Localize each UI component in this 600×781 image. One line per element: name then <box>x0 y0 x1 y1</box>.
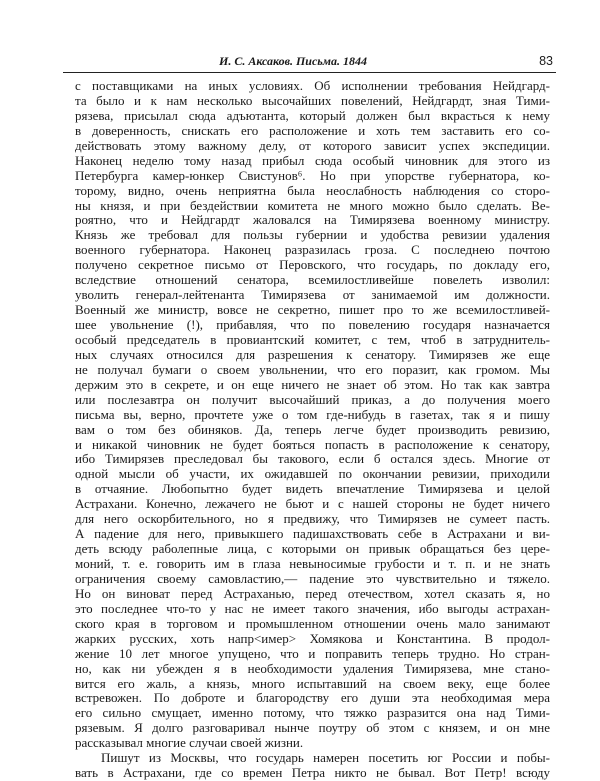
text-line: держим это в секрете, и он еще ничего не знает об этом. Но так как завтра <box>75 376 550 392</box>
text-line: в доверенность, снискать его расположение и хоть тем заставить его со- <box>75 122 550 138</box>
text-line: Наконец неделю тому назад прибыл сюда особый чиновник для этого из <box>75 152 550 168</box>
text-line: с поставщиками на иных условиях. Об исполнении требования Нейдгард- <box>75 78 550 93</box>
text-line: рязевым. Я долго разговаривал нынче поутру об этом с князем, и он мне <box>75 720 550 736</box>
text-line: Военный же министр, вовсе не секретно, пишет про то же всемилостливей- <box>75 302 550 318</box>
text-line: деть всюду раболепные лица, с которыми он привык обращаться без цере- <box>75 541 550 557</box>
text-line: А падение для него, привыкшего падишахствовать себе в Астрахани и ви- <box>75 526 550 542</box>
text-line: военного губернатора. Наконец разразилась гроза. С последнею почтою <box>75 242 550 258</box>
text-line: Астрахани. Конечно, лежачего не бьют и с нашей стороны не будет ничего <box>75 496 550 512</box>
text-line: ны князя, и при бездействии комитета не много можно было сделать. Ве- <box>75 197 550 213</box>
header-rule <box>63 72 556 73</box>
page-number: 83 <box>539 54 553 68</box>
text-line: рассказывал многие случаи своей жизни. <box>75 735 304 751</box>
text-line: Петербурга камер-юнкер Свистунов⁶. Но при упорстве губернатора, ко- <box>75 167 550 183</box>
text-line: уволить генерал-лейтенанта Тимирязева от занимаемой им должности. <box>75 287 550 303</box>
text-line: в отчаяние. Любопытно будет видеть впечатление Тимирязева и целой <box>75 481 550 497</box>
text-line: вится его жаль, а князь, много испытавший на своем веку, еще более <box>75 675 550 691</box>
text-line: но, как ни убежден я в необходимости удаления Тимирязева, мне стано- <box>75 660 550 676</box>
letter-text <box>75 79 550 781</box>
text-line: письма вы, верно, прочтете уже о том где-нибудь в газетах, так я и пишу <box>75 406 550 422</box>
text-line: торому, видно, очень неприятна была неослабность наблюдения со сторо- <box>75 182 550 198</box>
text-line: жение 10 лет многое упущено, что и поправить теперь трудно. Но стран- <box>75 645 550 661</box>
text-line: действовать этому важному делу, от которого зависит успех экспедиции. <box>75 137 550 153</box>
text-line: вам о том без обиняков. Да, теперь легче будет производить ревизию, <box>75 421 550 437</box>
text-line: Но он виноват перед Астраханью, перед отечеством, хотел сказать я, но <box>75 585 550 601</box>
text-line: ных случаях относился для разрешения к сенатору. Тимирязев же еще <box>75 346 550 362</box>
text-line: вследствие отношений сенатора, всемилостливейше повелеть изволил: <box>75 272 550 288</box>
text-line: его сильно смущает, именно потому, что тяжко разразится она над Тими- <box>75 705 550 721</box>
text-line: это последнее что-то у нас не имеет такого значения, ибо выгоды астрахан- <box>75 600 550 616</box>
text-line: не получал бумаги о своем увольнении, что его поразит, как громом. Мы <box>75 361 550 377</box>
text-line: Князь же требовал для пользы губернии и удобства ревизии удаления <box>75 227 550 243</box>
text-line: особый председатель в провиантский комитет, с тем, чтоб в затруднитель- <box>75 331 550 347</box>
running-header <box>73 54 553 72</box>
text-line: встревожен. По доброте и благородству его души эта необходимая мера <box>75 690 550 706</box>
text-line: та было и к нам несколько высочайших повелений, Нейдгардт, зная Тими- <box>75 92 550 108</box>
text-line: получено секретное письмо от Перовского, что государь, по докладу его, <box>75 257 550 273</box>
text-line: жарких русских, хоть напр<имер> Хомякова и Константина. В продол- <box>75 630 550 646</box>
text-line: или послезавтра он получит высочайший приказ, а до получения моего <box>75 391 550 407</box>
text-line: шее увольнение (!), прибавляя, что по повелению государя назначается <box>75 317 550 332</box>
running-title: И. С. Аксаков. Письма. 1844 <box>218 54 367 68</box>
text-line: одной мысли об участи, их ожидавшей по окончании ревизии, приходили <box>75 466 550 482</box>
text-line: роятно, что и Нейдгардт жаловался на Тимирязева военному министру. <box>75 212 550 228</box>
text-line: моний, т. е. говорить им в глаза невыносимые грубости и т. п. и не знать <box>75 556 550 571</box>
text-line: ограничения своему самовластию,— падение это чувствительно и тяжело. <box>75 570 550 586</box>
text-line: ибо Тимирязев преследовал бы такового, если б остался здесь. Многие от <box>75 451 550 467</box>
text-line: Пишут из Москвы, что государь намерен посетить юг России и побы- <box>101 750 550 766</box>
text-line: и никакой чиновник не будет бояться попасть в расположение к сенатору, <box>75 436 550 452</box>
text-line: для него оскорбительного, но я предвижу, что Тимирязев не сумеет пасть. <box>75 511 550 527</box>
text-line: рязева, присылал сюда адъютанта, который должен был вкрасться к нему <box>75 107 550 123</box>
text-line: вать в Астрахани, где со времен Петра никто не бывал. Вот Петр! всюду <box>75 765 550 781</box>
text-line: ского края в торговом и промышленном отношении очень мало занимают <box>75 615 550 631</box>
